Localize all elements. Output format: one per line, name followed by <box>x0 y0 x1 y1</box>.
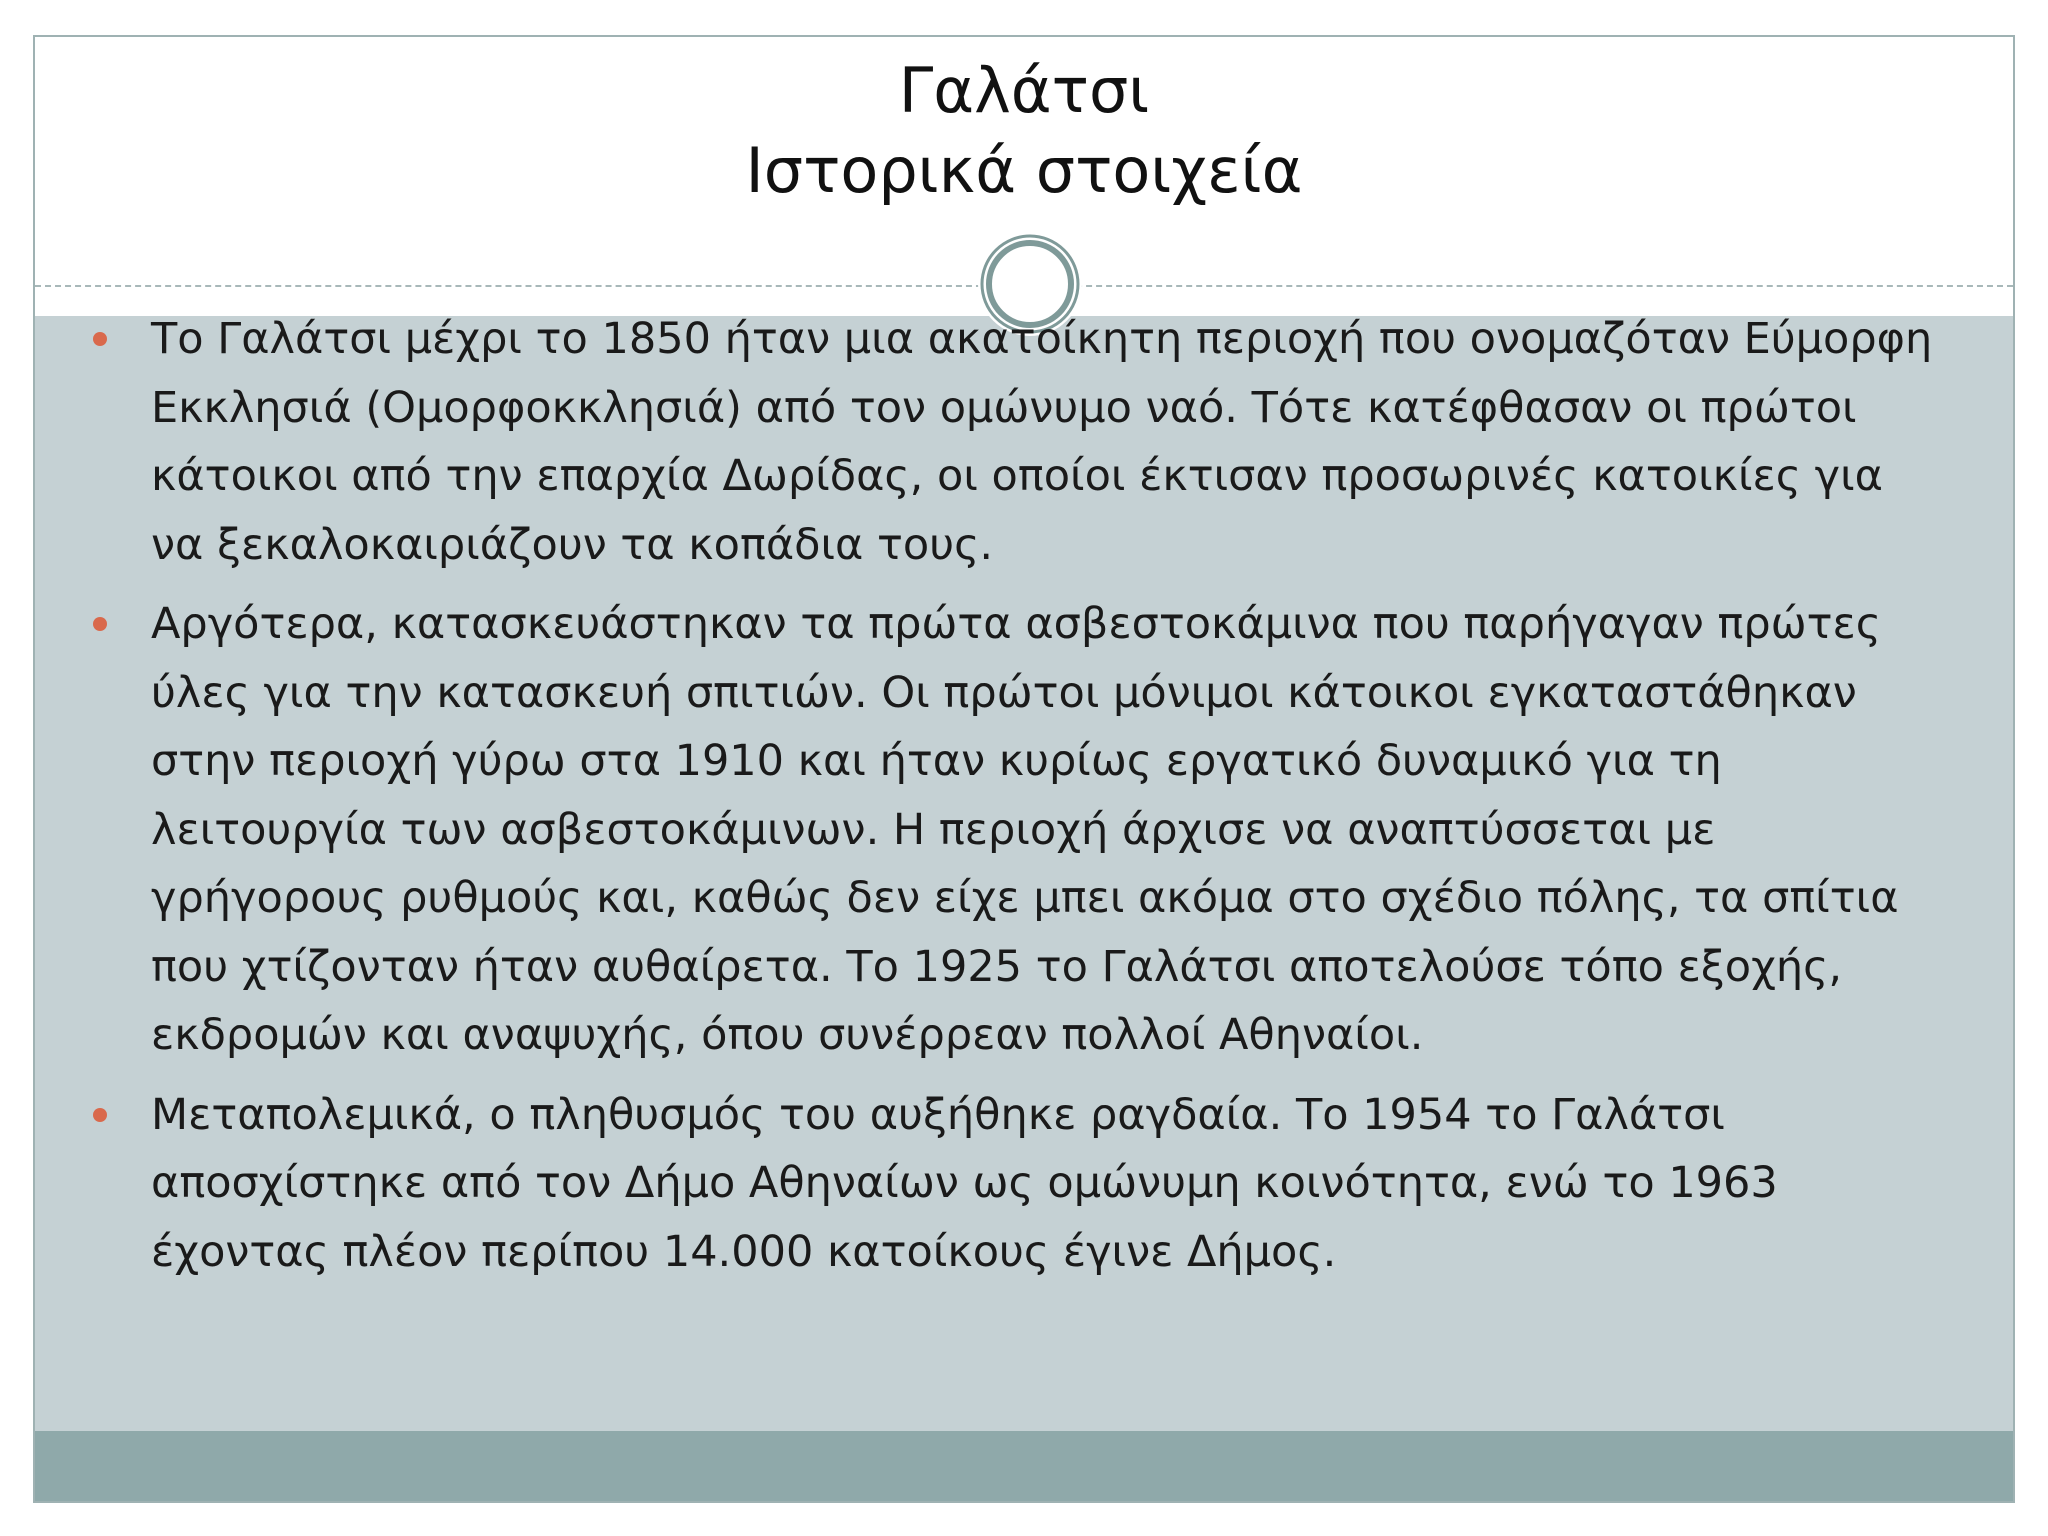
bullet-text: Αργότερα, κατασκευάστηκαν τα πρώτα ασβεστοκάμινα που παρήγαγαν πρώτες ύλες για την κατασκευή σπιτιών. Οι πρώτοι μόνιμοι κάτοικοι εγκαταστάθηκαν στην περιοχή γύρω στα 1910 και ήταν κυρίως εργατικό δυναμικό για τη λειτουργία των ασβεστοκάμινων. Η περιοχή άρχισε να αναπτύσσεται με γρήγορους ρυθμούς και, καθώς δεν είχε μπει ακόμα στο σχέδιο πόλης, τα σπίτια που χτίζονταν ήταν αυθαίρετα. Το 1925 το Γαλάτσι αποτελούσε τόπο εξοχής, εκδρομών και αναψυχής, όπου συνέρρεαν πολλοί Αθηναίοι. <box>151 599 1899 1060</box>
bullet-text: Το Γαλάτσι μέχρι το 1850 ήταν μια ακατοίκητη περιοχή που ονομαζόταν Εύμορφη Εκκλησιά (Ομορφοκκλησιά) από τον ομώνυμο ναό. Τότε κατέφθασαν οι πρώτοι κάτοικοι από την επαρχία Δωρίδας, οι οποίοι έκτισαν προσωρινές κατοικίες για να ξεκαλοκαιριάζουν τα κοπάδια τους. <box>151 314 1933 570</box>
bullet-item <box>35 1081 2013 1287</box>
slide-title <box>35 51 2013 211</box>
round-bullet-icon <box>93 1108 107 1122</box>
footer-band <box>35 1431 2013 1501</box>
slide <box>33 35 2015 1503</box>
round-bullet-icon <box>93 617 107 631</box>
bullet-item <box>35 590 2013 1070</box>
bullet-text: Μεταπολεμικά, ο πληθυσμός του αυξήθηκε ραγδαία. Το 1954 το Γαλάτσι αποσχίστηκε από τον Δήμο Αθηναίων ως ομώνυμη κοινότητα, ενώ το 1963 έχοντας πλέον περίπου 14.000 κατοίκους έγινε Δήμος. <box>151 1089 1778 1277</box>
bullet-item <box>35 305 2013 579</box>
title-line-2: Ιστορικά στοιχεία <box>745 134 1303 207</box>
title-line-1: Γαλάτσι <box>898 54 1150 127</box>
bullet-list <box>35 305 2013 1297</box>
round-bullet-icon <box>93 332 107 346</box>
